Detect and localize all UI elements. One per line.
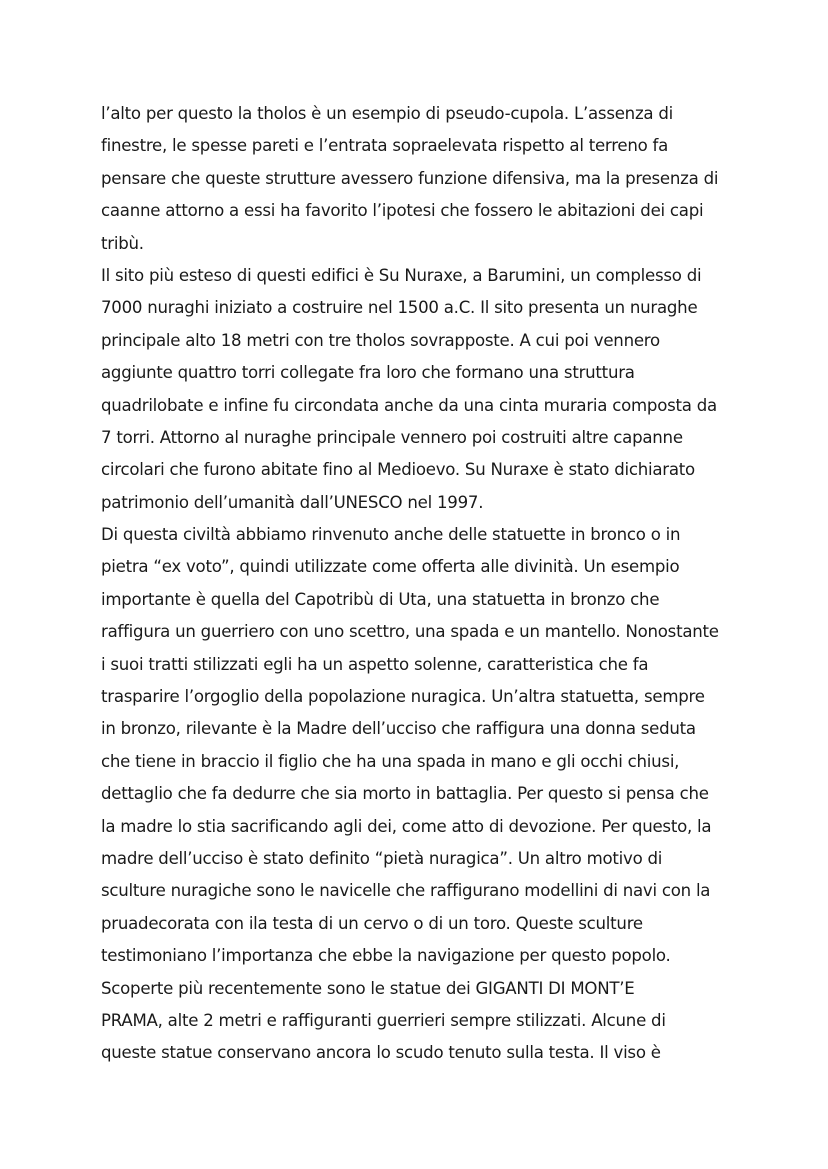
- text-line: trasparire l’orgoglio della popolazione nuragica. Un’altra statuetta, sempre: [101, 687, 705, 707]
- text-line: pietra “ex voto”, quindi utilizzate come offerta alle divinità. Un esempio: [101, 557, 680, 577]
- document-body-text: [101, 98, 741, 1070]
- text-line: circolari che furono abitate fino al Medioevo. Su Nuraxe è stato dichiarato: [101, 460, 695, 480]
- text-line: raffigura un guerriero con uno scettro, una spada e un mantello. Nonostante: [101, 622, 719, 642]
- text-line: madre dell’ucciso è stato definito “pietà nuragica”. Un altro motivo di: [101, 848, 663, 868]
- text-line: finestre, le spesse pareti e l’entrata sopraelevata rispetto al terreno fa: [101, 136, 669, 156]
- text-line: Il sito più esteso di questi edifici è Su Nuraxe, a Barumini, un complesso di: [101, 265, 702, 285]
- text-line: la madre lo stia sacrificando agli dei, come atto di devozione. Per questo, la: [101, 816, 712, 836]
- text-line: caanne attorno a essi ha favorito l’ipotesi che fossero le abitazioni dei capi: [101, 201, 704, 221]
- text-line: 7 torri. Attorno al nuraghe principale vennero poi costruiti altre capanne: [101, 427, 683, 447]
- text-line: i suoi tratti stilizzati egli ha un aspetto solenne, caratteristica che fa: [101, 654, 649, 674]
- text-line: queste statue conservano ancora lo scudo tenuto sulla testa. Il viso è: [101, 1043, 661, 1063]
- text-line: tribù.: [101, 233, 144, 253]
- text-line: pensare che queste strutture avessero funzione difensiva, ma la presenza di: [101, 168, 719, 188]
- text-line: sculture nuragiche sono le navicelle che raffigurano modellini di navi con la: [101, 881, 711, 901]
- text-line: principale alto 18 metri con tre tholos sovrapposte. A cui poi vennero: [101, 330, 660, 350]
- text-line: importante è quella del Capotribù di Uta, una statuetta in bronzo che: [101, 589, 660, 609]
- text-line: dettaglio che fa dedurre che sia morto in battaglia. Per questo si pensa che: [101, 784, 709, 804]
- text-line: in bronzo, rilevante è la Madre dell’ucciso che raffigura una donna seduta: [101, 719, 696, 739]
- text-line: patrimonio dell’umanità dall’UNESCO nel 1997.: [101, 492, 484, 512]
- text-line: quadrilobate e infine fu circondata anche da una cinta muraria composta da: [101, 395, 717, 415]
- text-line: 7000 nuraghi iniziato a costruire nel 1500 a.C. Il sito presenta un nuraghe: [101, 298, 698, 318]
- text-line: testimoniano l’importanza che ebbe la navigazione per questo popolo.: [101, 946, 671, 966]
- text-line: aggiunte quattro torri collegate fra loro che formano una struttura: [101, 363, 635, 383]
- text-line: l’alto per questo la tholos è un esempio di pseudo-cupola. L’assenza di: [101, 104, 673, 123]
- text-line: Scoperte più recentemente sono le statue dei GIGANTI DI MONT’E: [101, 978, 635, 998]
- text-line: PRAMA, alte 2 metri e raffiguranti guerrieri sempre stilizzati. Alcune di: [101, 1010, 666, 1030]
- text-line: pruadecorata con ila testa di un cervo o di un toro. Queste sculture: [101, 913, 643, 933]
- text-line: Di questa civiltà abbiamo rinvenuto anche delle statuette in bronco o in: [101, 525, 681, 545]
- text-line: che tiene in braccio il figlio che ha una spada in mano e gli occhi chiusi,: [101, 751, 680, 771]
